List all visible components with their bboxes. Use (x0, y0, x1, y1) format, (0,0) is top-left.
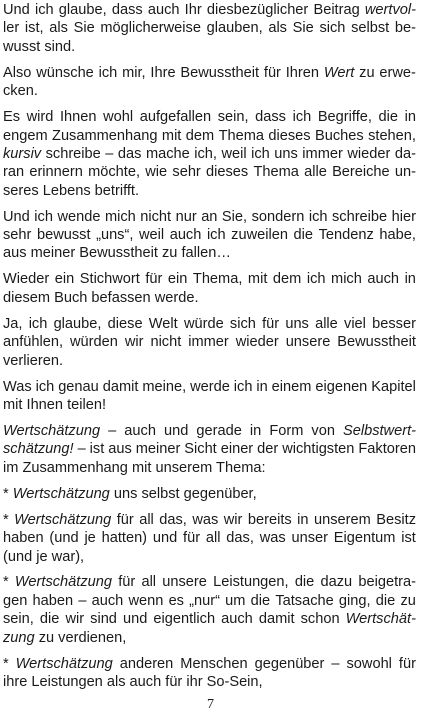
word: weil (221, 145, 247, 162)
word: in (404, 271, 416, 288)
word: Also (3, 64, 32, 81)
word: wir (223, 511, 243, 528)
word: der (257, 441, 279, 458)
word: sich (229, 315, 256, 332)
word: da- (394, 145, 416, 162)
word: „nur“ (189, 592, 220, 609)
italic-word: Wertschätzung (3, 422, 101, 439)
word: un- (394, 164, 416, 181)
word: habe, (379, 227, 416, 244)
word: mit (247, 271, 268, 288)
word: in (297, 511, 309, 528)
word: ich (233, 378, 253, 395)
word: glaube, (58, 2, 107, 18)
italic-word: schätzung! (3, 441, 74, 458)
word: nicht (150, 334, 182, 351)
word: mir, (122, 64, 146, 81)
word: auch (124, 422, 156, 439)
word: die (378, 109, 398, 126)
word: ler (3, 20, 20, 37)
word: sein, (3, 611, 34, 628)
text-line (3, 145, 416, 163)
word: glaube, (53, 315, 102, 332)
text-line (3, 19, 416, 37)
text-line (3, 182, 416, 200)
word: ich (28, 315, 48, 332)
word: zu (400, 592, 416, 609)
word: einem (271, 378, 312, 395)
word: Welt (148, 315, 178, 332)
paragraph (3, 573, 416, 647)
word: sehr (172, 164, 201, 181)
word: und (164, 422, 189, 439)
text-run: (und je war), (3, 548, 85, 565)
text-line (3, 208, 416, 226)
word: be- (394, 20, 416, 37)
text-run: im Zusammenhang mit unserem Thema: (3, 459, 266, 476)
word: wie (145, 164, 168, 181)
word: diesbezüglicher (206, 2, 309, 18)
text-line (3, 396, 416, 414)
word: als (268, 20, 287, 37)
word: alle (315, 315, 338, 332)
word: immer (302, 145, 343, 162)
word: uns (274, 145, 298, 162)
word: auch (367, 271, 400, 288)
word: als (49, 20, 68, 37)
text-run: seres Lebens betrifft. (3, 182, 140, 199)
text-line (3, 108, 416, 126)
word: all (205, 530, 221, 547)
word: engem (3, 127, 48, 144)
word: ich (251, 145, 270, 162)
text-line (3, 610, 416, 628)
word: wieder (347, 145, 391, 162)
word: wichtigsten (282, 441, 355, 458)
text-run: cken. (3, 83, 38, 100)
word: ein (54, 271, 75, 288)
word: anderen (119, 655, 174, 672)
word: dazu (320, 574, 353, 591)
text-line (3, 64, 416, 82)
word: mich (104, 208, 136, 225)
word: würde (183, 315, 224, 332)
word: was (259, 530, 286, 547)
text-line (3, 529, 416, 547)
word: wird (26, 109, 54, 126)
word: eigenen (315, 378, 368, 395)
word: schreibe (331, 208, 388, 225)
word: erwe- (379, 64, 416, 81)
word: die (293, 227, 314, 244)
text-line (3, 655, 416, 673)
text-line (3, 485, 416, 503)
text-run: aus meiner Bewusstheit zu fallen… (3, 245, 231, 262)
word: nur (175, 208, 197, 225)
word: mit (161, 127, 182, 144)
word: für (262, 315, 280, 332)
word: wohl (103, 109, 134, 126)
word: Thema (218, 127, 264, 144)
word: in (404, 109, 416, 126)
word: die (294, 574, 315, 591)
word: zuweilen (231, 227, 288, 244)
word: für (118, 574, 136, 591)
word: anfühlen, (3, 334, 64, 351)
text-run: mit Ihnen teilen! (3, 396, 107, 413)
word: bewusst (36, 227, 91, 244)
text-run: * (3, 485, 13, 502)
word: ging, (338, 592, 371, 609)
word: alle (304, 164, 327, 181)
word: Menschen (180, 655, 248, 672)
word: auch (91, 592, 124, 609)
word: aufgefallen (139, 109, 212, 126)
text-line (3, 226, 416, 244)
italic-word: Wertschätzung (15, 655, 113, 672)
word: ist (89, 441, 105, 458)
word: schreibe (45, 145, 101, 162)
word: Eigentum (333, 530, 396, 547)
word: damit (258, 611, 295, 628)
paragraph (3, 108, 416, 200)
text-line (3, 1, 416, 19)
italic-word: wertvol- (364, 2, 416, 18)
word: erinnern (29, 164, 83, 181)
word: Und (3, 208, 30, 225)
word: ist (401, 530, 416, 547)
word: je (84, 530, 96, 547)
word: das, (159, 511, 187, 528)
word: auch (221, 611, 253, 628)
word: für (145, 271, 163, 288)
word: Bereiche (332, 164, 390, 181)
italic-text: Wertschätzung (12, 485, 110, 502)
paragraph (3, 511, 416, 566)
text-run: verlieren. (3, 352, 64, 369)
word: wünsche (36, 64, 94, 81)
word: das, (226, 530, 254, 547)
word: möchte, (88, 164, 141, 181)
word: all (141, 574, 157, 591)
paragraph (3, 315, 416, 370)
word: ich (292, 109, 312, 126)
word: unserem (314, 511, 371, 528)
word: glauben, (206, 20, 263, 37)
paragraph (3, 1, 416, 56)
word: ich (34, 2, 54, 18)
word: Sicht (184, 441, 217, 458)
word: Ihnen (59, 109, 97, 126)
text-line (3, 629, 416, 647)
word: Sie (292, 20, 314, 37)
word: Thema, (192, 271, 243, 288)
word: schon (300, 611, 340, 628)
paragraph (3, 655, 416, 692)
word: meiner (135, 441, 181, 458)
word: aus (108, 441, 132, 458)
word: auch (169, 227, 202, 244)
word: besser (372, 315, 416, 332)
word: und (152, 530, 178, 547)
word: Sie (73, 20, 95, 37)
word: meine, (142, 378, 187, 395)
word: Form (269, 422, 304, 439)
word: ich (206, 227, 226, 244)
text-line (3, 289, 416, 307)
word: * (3, 511, 9, 528)
text-run: zu verdienen, (34, 629, 127, 646)
word: was (192, 511, 219, 528)
page-number: 7 (207, 697, 214, 712)
word: all (139, 511, 154, 528)
word: – (105, 145, 114, 162)
word: – (78, 592, 87, 609)
word: uns (285, 315, 309, 332)
word: (und (49, 530, 79, 547)
word: „uns“, (96, 227, 134, 244)
text-line (3, 573, 416, 591)
word: wieder (235, 334, 279, 351)
word: bereits (247, 511, 292, 528)
paragraph (3, 422, 416, 477)
text-line (3, 163, 416, 181)
word: ich (306, 271, 326, 288)
word: Ihren (285, 64, 319, 81)
word: mich (331, 271, 362, 288)
word: sein, (217, 109, 249, 126)
word: Beitrag (313, 2, 360, 18)
word: Es (3, 109, 21, 126)
word: hatten) (101, 530, 148, 547)
word: ich (35, 378, 55, 395)
word: um (225, 592, 246, 609)
word: die (39, 611, 60, 628)
word: Wieder (3, 271, 50, 288)
word: zu (359, 64, 375, 81)
word: beigetra- (358, 574, 416, 591)
text-line (3, 82, 416, 100)
text-line (3, 422, 416, 440)
word: eigentlich (153, 611, 216, 628)
word: viel (344, 315, 366, 332)
word: damit (102, 378, 139, 395)
word: Besitz (376, 511, 416, 528)
text-run: uns selbst gegenüber, (109, 485, 257, 502)
word: Ja, (3, 315, 23, 332)
word: nicht (140, 208, 172, 225)
word: immer (188, 334, 229, 351)
word: dem (272, 271, 302, 288)
word: sehr (3, 227, 32, 244)
word: sowohl (346, 655, 392, 672)
word: Stichwort (79, 271, 140, 288)
word: dieses (206, 164, 249, 181)
word: ran (3, 164, 25, 181)
word: für (398, 655, 416, 672)
word: mache (145, 145, 190, 162)
text-line (3, 511, 416, 529)
word: – (331, 655, 340, 672)
page-body (3, 1, 416, 699)
word: in (256, 378, 268, 395)
word: Bewusstheit (180, 64, 260, 81)
word: ich (308, 208, 328, 225)
word: Und (3, 2, 30, 18)
text-line (3, 440, 416, 458)
italic-word: Wertschät- (345, 611, 416, 628)
word: Faktoren (358, 441, 416, 458)
word: Begriffe, (317, 109, 372, 126)
word: wir (65, 611, 85, 628)
word: Tendenz (318, 227, 374, 244)
italic-word: kursiv (3, 145, 42, 162)
word: ich (34, 208, 53, 225)
text-line (3, 127, 416, 145)
word: Sie, (221, 208, 248, 225)
word: sind (90, 611, 117, 628)
word: Bewusstheit (337, 334, 416, 351)
word: Zusammenhang (52, 127, 158, 144)
word: die (375, 592, 396, 609)
word: diese (107, 315, 143, 332)
word: sich (319, 20, 346, 37)
word: genau (58, 378, 99, 395)
paragraph (3, 208, 416, 263)
italic-word: Wertschätzung (14, 511, 112, 528)
text-line (3, 378, 416, 396)
word: einer (220, 441, 254, 458)
word: an (201, 208, 218, 225)
word: unsere (285, 334, 331, 351)
word: und (123, 611, 148, 628)
word: ich (98, 64, 118, 81)
word: ist, (24, 20, 44, 37)
word: Buches (315, 127, 364, 144)
word: hier (391, 208, 416, 225)
word: wenn (128, 592, 164, 609)
word: die (250, 592, 271, 609)
word: stehen, (368, 127, 416, 144)
word: für (183, 530, 201, 547)
word: Ihre (150, 64, 176, 81)
word: unsere (162, 574, 207, 591)
text-line (3, 270, 416, 288)
word: Thema (253, 164, 299, 181)
italic-text: zung (3, 629, 35, 646)
word: * (3, 574, 9, 591)
word: es (168, 592, 184, 609)
word: gegenüber (254, 655, 325, 672)
word: – (108, 422, 117, 439)
word: von (311, 422, 335, 439)
word: ein (167, 271, 188, 288)
word: haben (3, 530, 44, 547)
text-run: ihre Leistungen als auch für ihr So-Sein, (3, 674, 263, 691)
word: werde (190, 378, 230, 395)
word: auch (147, 2, 180, 18)
word: sondern (251, 208, 305, 225)
paragraph (3, 485, 416, 503)
word: Was (3, 378, 32, 395)
word: in (249, 422, 262, 439)
paragraph (3, 378, 416, 415)
paragraph (3, 64, 416, 101)
word: dass (111, 2, 143, 18)
word: selbst (351, 20, 390, 37)
text-line (3, 459, 416, 477)
text-line (3, 548, 416, 566)
text-line (3, 673, 416, 691)
text-line (3, 592, 416, 610)
word: dem (185, 127, 215, 144)
word: gen (3, 592, 28, 609)
word: gerade (196, 422, 242, 439)
word: Ihr (184, 2, 202, 18)
word: ich, (194, 145, 217, 162)
text-line (3, 352, 416, 370)
word: würden (70, 334, 118, 351)
word: dieses (268, 127, 311, 144)
paragraph (3, 270, 416, 307)
word: Kapitel (371, 378, 416, 395)
word: Leistungen, (213, 574, 289, 591)
text-run: diesem Buch befassen werde. (3, 289, 199, 306)
word: * (3, 655, 9, 672)
italic-word: Selbstwert- (343, 422, 416, 439)
word: – (77, 441, 86, 458)
word: Tatsache (275, 592, 334, 609)
word: dass (255, 109, 286, 126)
word: möglicherweise (100, 20, 201, 37)
text-line (3, 38, 416, 56)
text-line (3, 244, 416, 262)
word: wir (124, 334, 144, 351)
italic-word: Wert (323, 64, 355, 81)
word: haben (32, 592, 74, 609)
word: wende (57, 208, 101, 225)
word: das (117, 145, 142, 162)
text-run: wusst sind. (3, 38, 76, 55)
text-line (3, 333, 416, 351)
word: unser (291, 530, 328, 547)
word: weil (138, 227, 165, 244)
text-line (3, 315, 416, 333)
italic-word: Wertschätzung (14, 574, 112, 591)
word: für (116, 511, 134, 528)
word: für (263, 64, 281, 81)
